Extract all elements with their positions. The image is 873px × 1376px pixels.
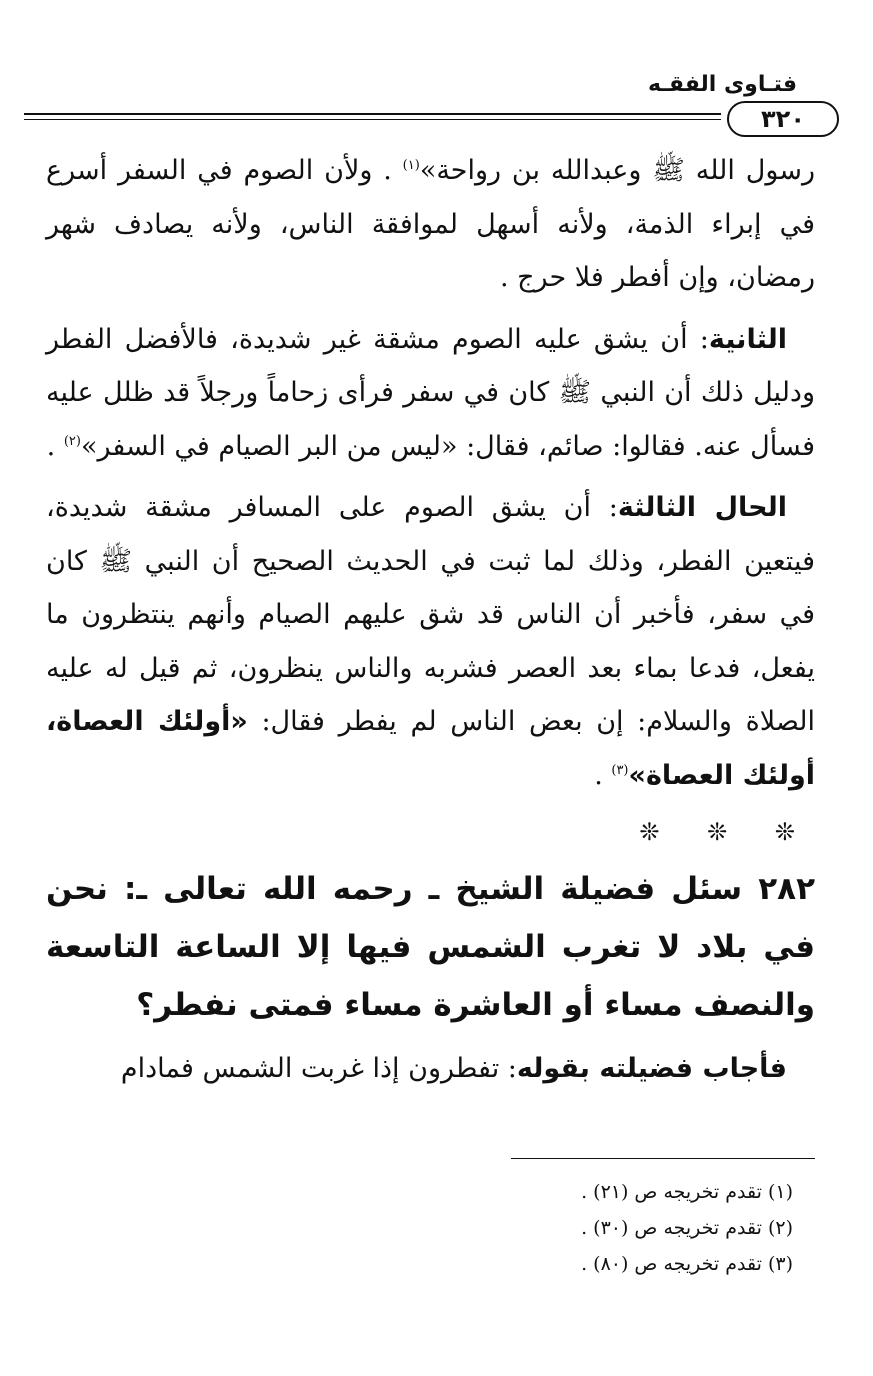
answer-text: : تفطرون إذا غربت الشمس فمادام <box>120 1053 517 1084</box>
footnotes <box>581 1174 793 1282</box>
main-text <box>46 144 815 1104</box>
paragraph-3-end: . <box>594 759 612 791</box>
fatwa-question: ٢٨٢ سئل فضيلة الشيخ ـ رحمه الله تعالى ـ: نحن في بلاد لا تغرب الشمس فيها إلا الساعة التاسعة والنصف مساء أو العاشرة مساء فمتى نفطر؟ <box>46 871 815 1023</box>
footnote-ref-3: (٣) <box>611 762 629 778</box>
paragraph-1-start: رسول الله ﷺ وعبدالله بن رواحة» <box>419 155 815 186</box>
header-rule-thin <box>24 119 721 120</box>
footnote-ref-2: (٢) <box>63 433 81 449</box>
paragraph-2-text: : أن يشق عليه الصوم مشقة غير شديدة، فالأفضل الفطر ودليل ذلك أن النبي ﷺ كان في سفر فرأى زحاماً ورجلاً قد ظلل عليه فسأل عنه. فقالوا: صائم، فقال: «ليس من البر الصيام في السفر» <box>46 323 815 462</box>
page-number: ٣٢٠ <box>727 101 839 137</box>
running-header-title: فتـاوى الفقـه <box>648 72 797 97</box>
paragraph-2-heading: الثانية <box>708 323 787 355</box>
section-separator-stars: ❊ ❊ ❊ <box>639 818 815 846</box>
paragraph-3 <box>46 481 815 802</box>
paragraph-3-heading: الحال الثالثة <box>617 492 787 523</box>
header-rule <box>24 113 721 115</box>
paragraph-2-end: . <box>46 430 64 462</box>
paragraph-3-quote: «أولئك العصاة، أولئك العصاة» <box>46 706 815 791</box>
footnote-rule <box>511 1158 815 1159</box>
footnote-2: (٢) تقدم تخريجه ص (٣٠) . <box>581 1217 793 1239</box>
fatwa-answer <box>46 1042 815 1096</box>
paragraph-1-rest: . ولأن الصوم في السفر أسرع في إبراء الذمة، ولأنه أسهل لموافقة الناس، ولأنه يصادف شهر رمضان، وإن أفطر فلا حرج . <box>46 155 815 293</box>
paragraph-2 <box>46 313 815 474</box>
paragraph-3-text: : أن يشق الصوم على المسافر مشقة شديدة، فيتعين الفطر، وذلك لما ثبت في الحديث الصحيح أن النبي ﷺ كان في سفر، فأخبر أن الناس قد شق عليهم الصيام وأنهم ينتظرون ما يفعل، فدعا بماء بعد العصر فشربه والناس ينظرون، ثم قيل له عليه الصلاة والسلام: إن بعض الناس لم يفطر فقال: <box>46 492 815 737</box>
paragraph-1 <box>46 144 815 305</box>
footnote-1: (١) تقدم تخريجه ص (٢١) . <box>581 1181 793 1203</box>
footnote-3: (٣) تقدم تخريجه ص (٨٠) . <box>581 1253 793 1275</box>
footnote-ref-1: (١) <box>402 158 420 173</box>
answer-heading: فأجاب فضيلته بقوله <box>516 1053 787 1084</box>
